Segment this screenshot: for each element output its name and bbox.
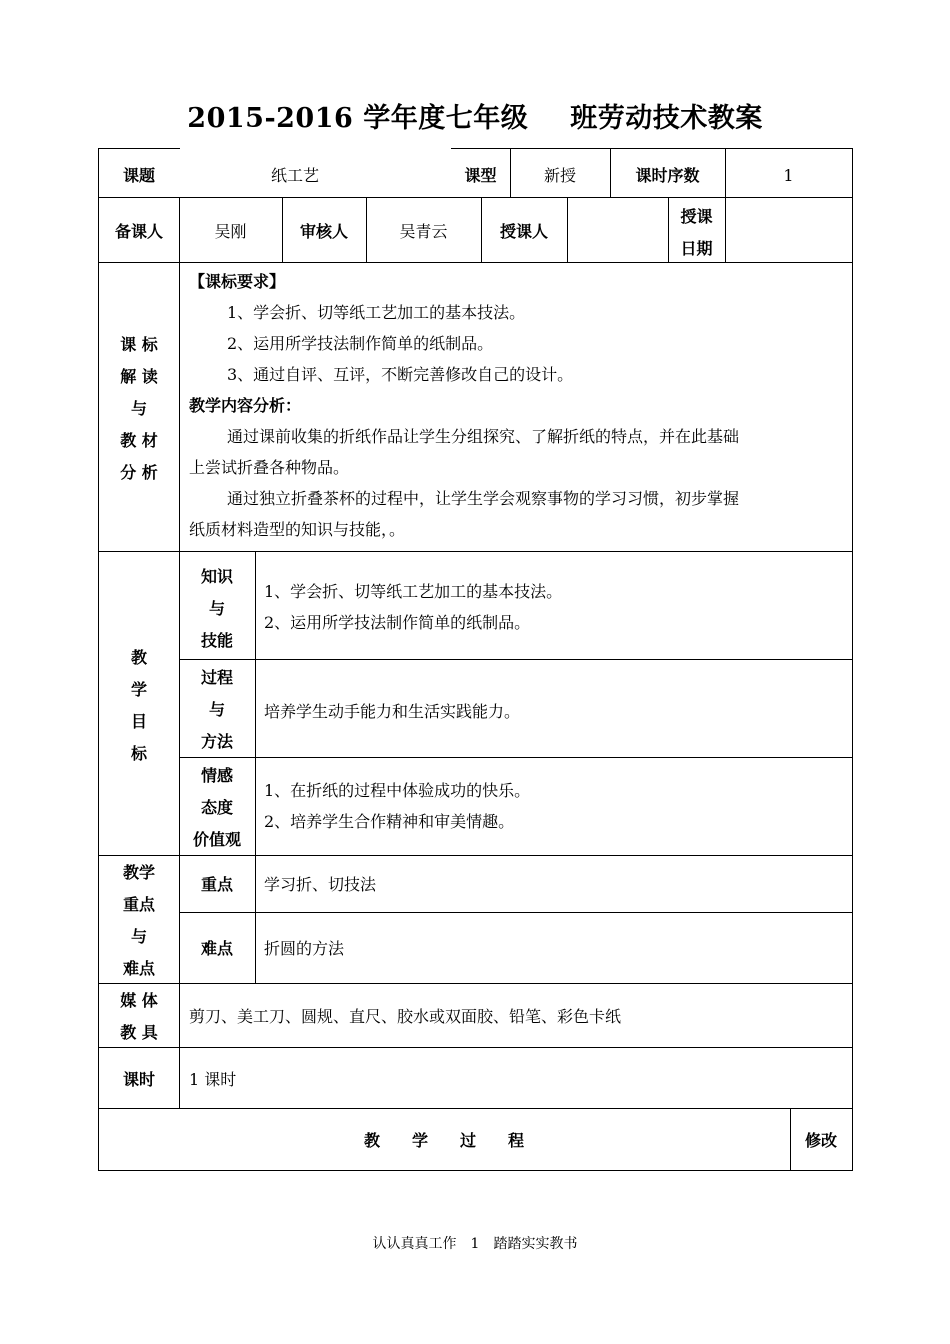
- preparer-label: 备课人: [114, 222, 163, 241]
- knowledge-content: 1、学会折、切等纸工艺加工的基本技法。 2、运用所学技法制作简单的纸制品。: [264, 582, 563, 632]
- title-part-1: 2015-2016 学年度七年级: [187, 103, 529, 134]
- requirement-item: 2、运用所学技法制作简单的纸制品。: [227, 334, 494, 353]
- content-paragraph-1-line-1: 通过课前收集的折纸作品让学生分组探究、了解折纸的特点，并在此基础: [227, 427, 740, 446]
- sequence-label: 课时序数: [635, 166, 700, 185]
- requirement-item: 1、学会折、切等纸工艺加工的基本技法。: [227, 303, 526, 322]
- preparer-value: 吴刚: [214, 222, 247, 241]
- knowledge-label: 知识 与 技能: [200, 567, 233, 650]
- teaching-process-label: 教 学 过 程: [363, 1131, 524, 1150]
- hours-text: 1 课时: [189, 1070, 237, 1089]
- topic-value: 纸工艺: [270, 166, 319, 185]
- media-side-label: 媒 体 教 具: [120, 991, 158, 1042]
- type-value: 新授: [543, 166, 576, 185]
- process-method-label: 过程 与 方法: [200, 668, 233, 751]
- emotion-content: 1、在折纸的过程中体验成功的快乐。 2、培养学生合作精神和审美情趣。: [264, 781, 531, 831]
- key-point-label: 重点: [200, 875, 233, 894]
- difficulty-text: 折圆的方法: [264, 939, 345, 958]
- date-label: 授课 日期: [680, 207, 713, 258]
- content-paragraph-2-line-1: 通过独立折叠茶杯的过程中，让学生学会观察事物的学习习惯，初步掌握: [227, 489, 740, 508]
- page-footer: 认认真真工作 1 踏踏实实教书: [372, 1236, 578, 1252]
- reviewer-value: 吴青云: [399, 222, 448, 241]
- requirement-heading: 【课标要求】: [189, 272, 286, 291]
- goals-side-label: 教 学 目 标: [130, 648, 147, 763]
- media-text: 剪刀、美工刀、圆规、直尺、胶水或双面胶、铅笔、彩色卡纸: [189, 1007, 622, 1026]
- reviewer-label: 审核人: [299, 222, 348, 241]
- analysis-side-label: 课 标 解 读 与 教 材 分 析: [120, 335, 158, 482]
- topic-label: 课题: [122, 166, 155, 185]
- difficulty-label: 难点: [200, 939, 233, 958]
- content-paragraph-1-line-2: 上尝试折叠各种物品。: [189, 458, 350, 477]
- content-paragraph-2-line-2: 纸质材料造型的知识与技能，。: [189, 520, 406, 539]
- focus-side-label: 教学 重点 与 难点: [122, 863, 155, 978]
- type-label: 课型: [464, 166, 497, 185]
- title-part-2: 班劳动技术教案: [570, 103, 763, 134]
- document-title: [0, 96, 950, 135]
- hours-label: 课时: [122, 1070, 155, 1089]
- teacher-label: 授课人: [499, 222, 548, 241]
- process-method-text: 培养学生动手能力和生活实践能力。: [264, 702, 521, 721]
- content-analysis-heading: 教学内容分析：: [189, 396, 302, 415]
- revise-label: 修改: [804, 1131, 837, 1150]
- sequence-value: 1: [783, 166, 794, 185]
- requirement-item: 3、通过自评、互评，不断完善修改自己的设计。: [227, 365, 574, 384]
- emotion-label: 情感 态度 价值观: [192, 766, 241, 849]
- analysis-content: [189, 266, 849, 545]
- key-point-text: 学习折、切技法: [264, 875, 377, 894]
